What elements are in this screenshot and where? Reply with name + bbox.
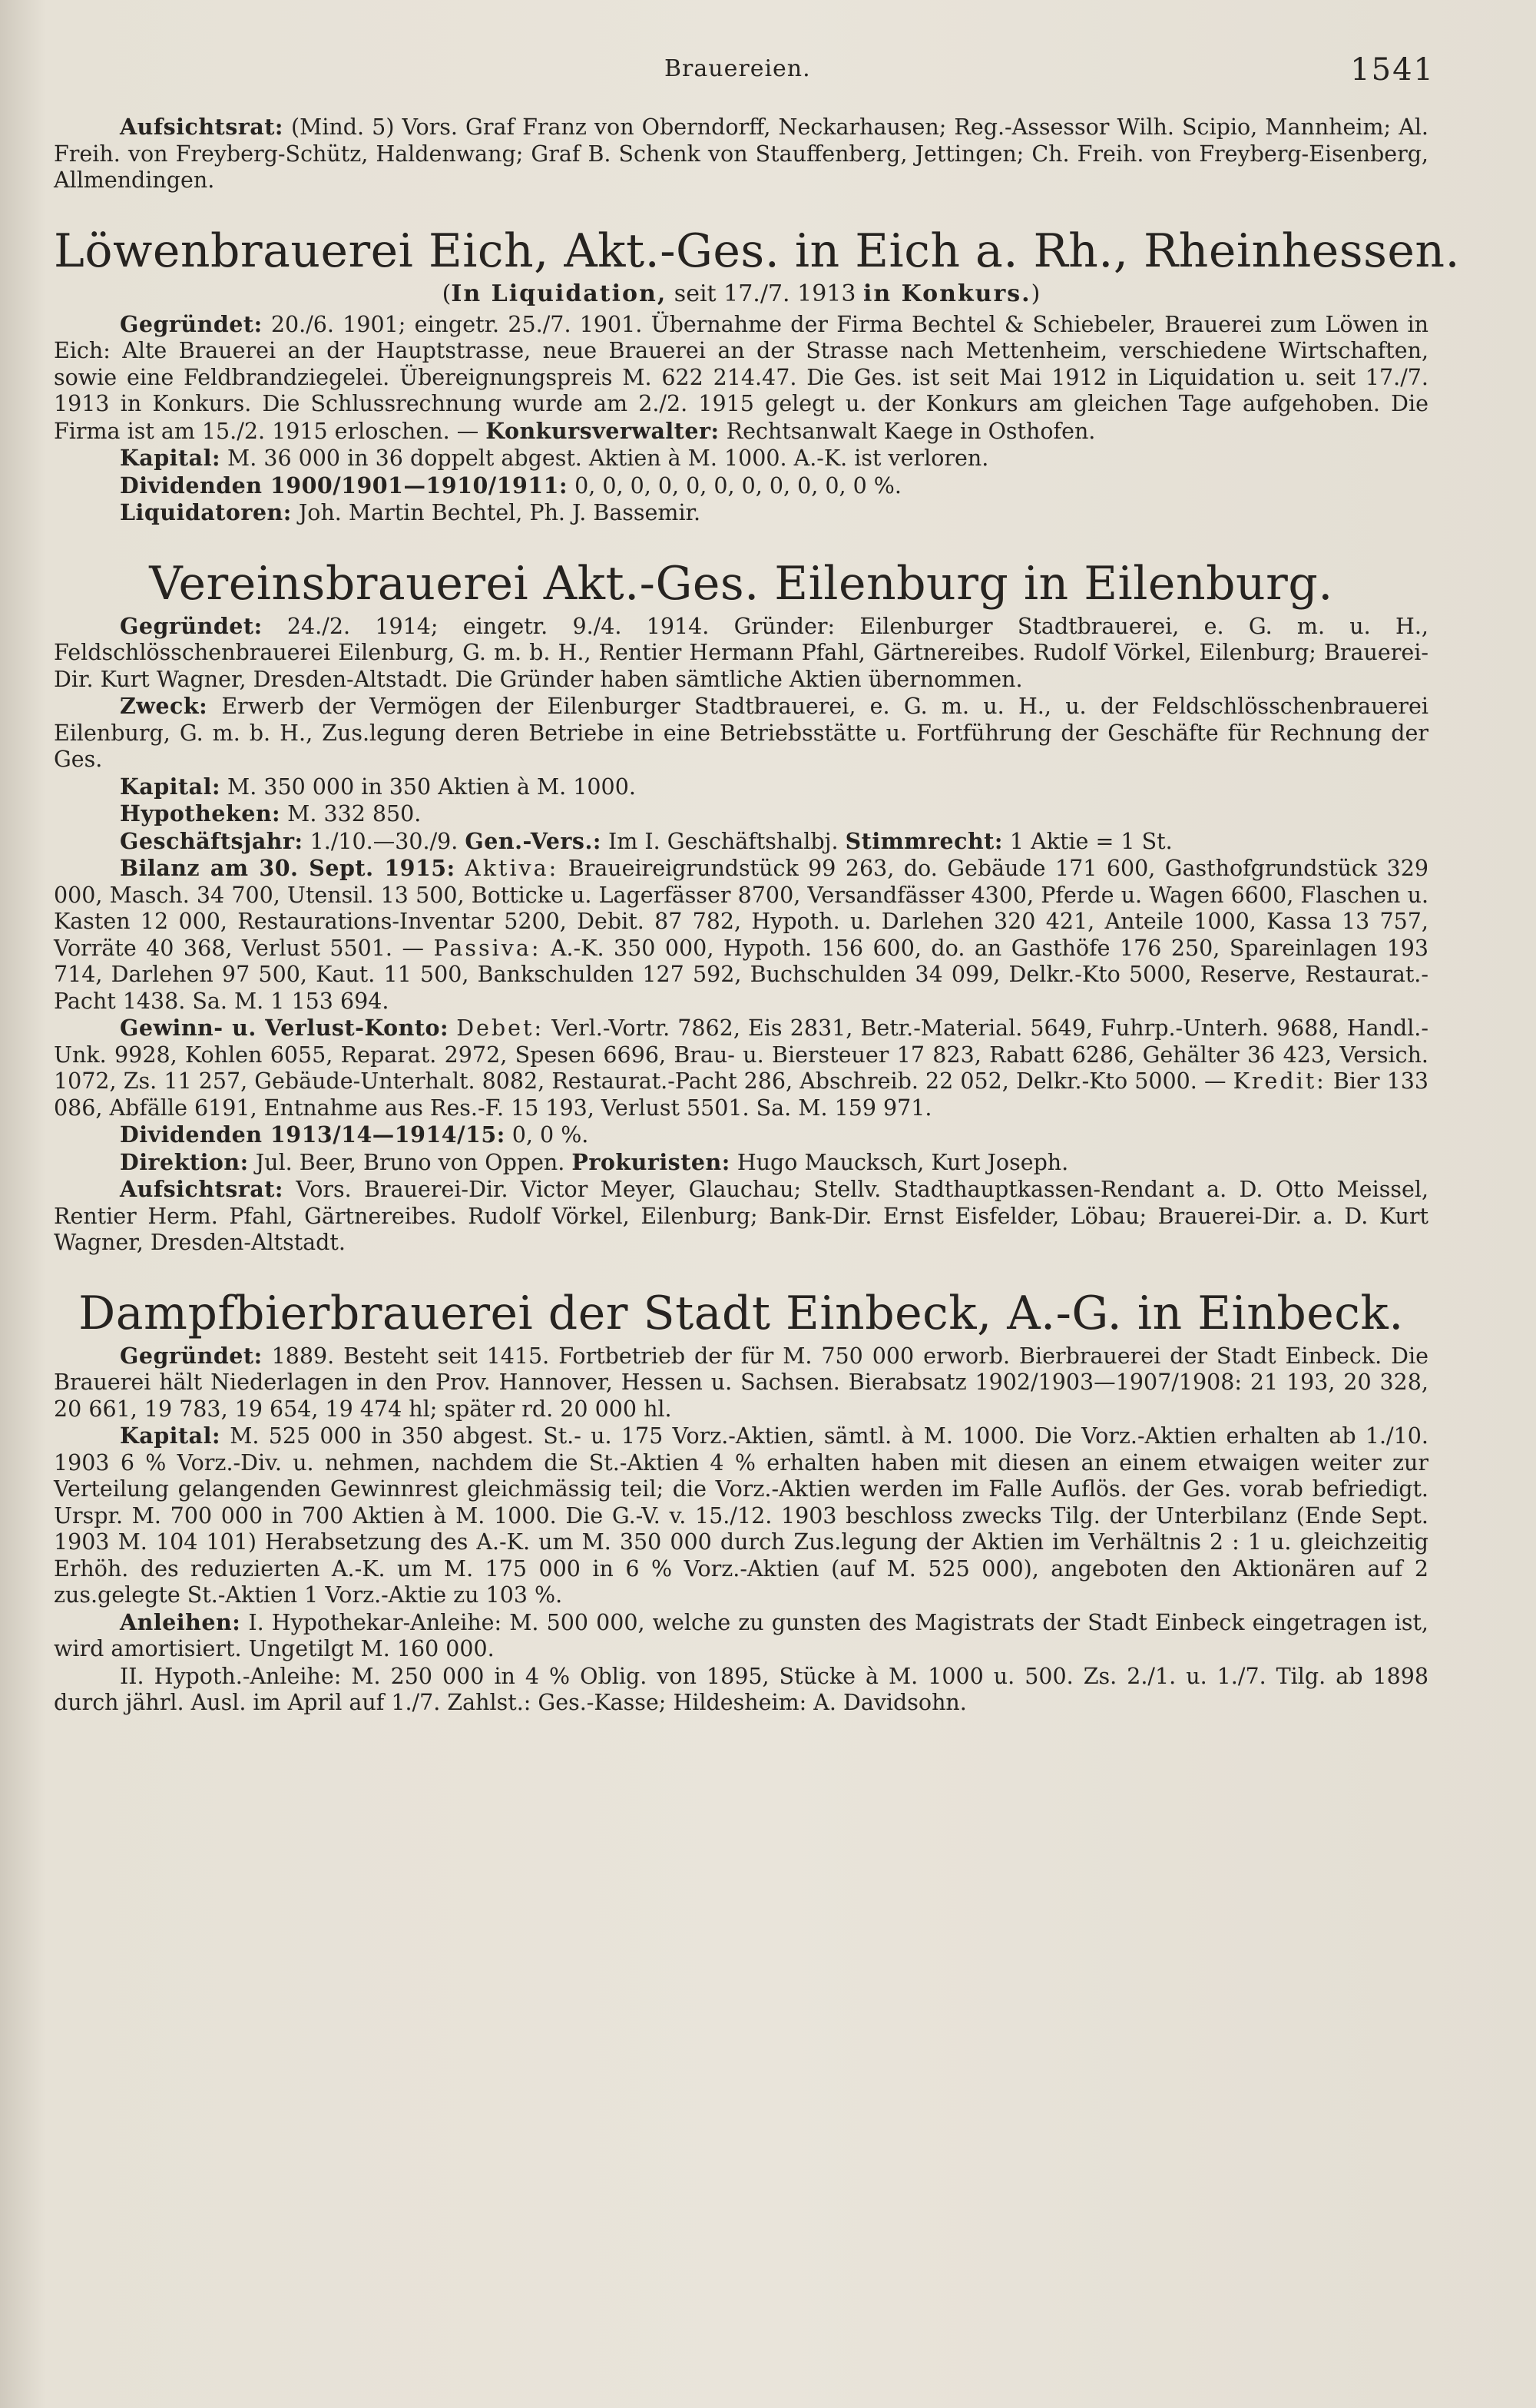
text-bilanz-gap	[455, 856, 465, 881]
text-aktiva: Braueireigrundstück 99 263, do. Gebäude 171 600, Gasthofgrundstück 329 000, Masch. 34 700, Utensil. 13 500, Botticke u. Lagerfässer 8700, Versandfässer 4300, Pferde u. Wagen 6600, Flaschen u. Kasten 12 000, Restaurations-Inventar 5200, Debit. 87 782, Hypoth. u. Darlehen 320 421, Anteile 1000, Kassa 13 757, Vorräte 40 368, Verlust 5501. —	[54, 856, 1429, 961]
liquidation-status	[54, 280, 1428, 308]
company-title-dampfbierbrauerei-einbeck: Dampfbierbrauerei der Stadt Einbeck, A.-G. in Einbeck.	[78, 1286, 1404, 1340]
paragraph-gegruendet	[54, 1343, 1428, 1423]
text-kredit: Bier 133 086, Abfälle 6191, Entnahme aus Res.-F. 15 193, Verlust 5501. Sa. M. 159 971.	[54, 1068, 1428, 1121]
text-konkursverwalter: Rechtsanwalt Kaege in Osthofen.	[719, 418, 1096, 444]
label-gegruendet: Gegründet:	[120, 612, 263, 639]
text-geschaeftsjahr: 1./10.—30./9.	[303, 828, 465, 854]
page-header	[0, 52, 1536, 101]
label-kredit: Kredit:	[1233, 1068, 1326, 1094]
status-liquidation: In Liquidation,	[451, 280, 667, 307]
intro-text: (Mind. 5) Vors. Graf Franz von Oberndorff, Neckarhausen; Reg.-Assessor Wilh. Scipio, Mannheim; Al. Freih. von Freyberg-Schütz, Haldenwang; Graf B. Schenk von Stauffenberg, Jettingen; Ch. Freih. von Freyberg-Eisenberg, Allmendingen.	[54, 114, 1428, 193]
text-dividenden: 0, 0 %.	[505, 1122, 589, 1148]
paragraph-kapital	[54, 1423, 1428, 1609]
text-gen-vers: Im I. Geschäftshalbj.	[601, 828, 846, 854]
text-gv-gap	[449, 1015, 456, 1041]
paragraph-gegruendet	[54, 613, 1428, 694]
paragraph-anleihe-ii	[54, 1663, 1428, 1717]
label-zweck: Zweck:	[120, 693, 208, 719]
label-gegruendet: Gegründet:	[120, 1342, 263, 1369]
text-debet: Verl.-Vortr. 7862, Eis 2831, Betr.-Material. 5649, Fuhrp.-Unterh. 9688, Handl.-Unk. 9928, Kohlen 6055, Reparat. 2972, Spesen 6696, Brau- u. Biersteuer 17 823, Rabatt 6286, Gehälter 36 423, Versich. 1072, Zs. 11 257, Gebäude-Unterhalt. 8082, Restaurat.-Pacht 286, Abschreib. 22 052, Delkr.-Kto 5000. —	[54, 1015, 1428, 1094]
text-kapital: M. 350 000 in 350 Aktien à M. 1000.	[220, 773, 636, 800]
label-kapital: Kapital:	[120, 773, 220, 800]
text-liquidatoren: Joh. Martin Bechtel, Ph. J. Bassemir.	[291, 500, 701, 525]
label-stimmrecht: Stimmrecht:	[845, 827, 1003, 854]
label-prokuristen: Prokuristen:	[571, 1148, 730, 1175]
status-post: )	[1031, 280, 1041, 307]
status-pre: (	[442, 280, 452, 307]
paragraph-direktion	[54, 1149, 1428, 1177]
company-title-loewenbrauerei-eich: Löwenbrauerei Eich, Akt.-Ges. in Eich a. Rh., Rheinhessen.	[54, 224, 1461, 278]
paragraph-zweck	[54, 693, 1428, 773]
paragraph-liquidatoren	[54, 499, 1428, 527]
text-dividenden: 0, 0, 0, 0, 0, 0, 0, 0, 0, 0, 0 %.	[568, 472, 902, 498]
paragraph-dividenden	[54, 472, 1428, 500]
label-debet: Debet:	[456, 1015, 545, 1041]
label-gegruendet: Gegründet:	[120, 310, 263, 337]
label-geschaeftsjahr: Geschäftsjahr:	[120, 827, 303, 854]
label-aufsichtsrat: Aufsichtsrat:	[120, 1176, 283, 1202]
label-kapital: Kapital:	[120, 445, 220, 471]
text-anleihen: I. Hypothekar-Anleihe: M. 500 000, welche zu gunsten des Magistrats der Stadt Einbeck eingetragen ist, wird amortisiert. Ungetilgt M. 160 000.	[54, 1609, 1428, 1661]
paragraph-bilanz	[54, 855, 1428, 1015]
paragraph-anleihen	[54, 1609, 1428, 1663]
label-anleihen: Anleihen:	[120, 1608, 241, 1635]
paragraph-gegruendet	[54, 311, 1428, 445]
label-gen-vers: Gen.-Vers.:	[465, 827, 601, 854]
status-mid: seit 17./7. 1913	[667, 280, 863, 307]
label-passiva: Passiva:	[433, 935, 541, 961]
text-kapital: M. 36 000 in 36 doppelt abgest. Aktien à M. 1000. A.-K. ist verloren.	[220, 445, 989, 471]
paragraph-aufsichtsrat	[54, 1176, 1428, 1257]
paragraph-kapital	[54, 445, 1428, 472]
label-hypotheken: Hypotheken:	[120, 800, 281, 826]
text-aufsichtsrat: Vors. Brauerei-Dir. Victor Meyer, Glauchau; Stellv. Stadthauptkassen-Rendant a. D. Otto Meissel, Rentier Herm. Pfahl, Gärtnereibes. Rudolf Vörkel, Eilenburg; Bank-Dir. Ernst Eisfelder, Löbau; Brauerei-Dir. a. D. Kurt Wagner, Dresden-Altstadt.	[54, 1177, 1428, 1255]
text-zweck: Erwerb der Vermögen der Eilenburger Stadtbrauerei, e. G. m. u. H., u. der Feldschlösschenbrauerei Eilenburg, G. m. b. H., Zus.legung deren Betriebe in eine Betriebsstätte u. Fortführung der Geschäfte für Rechnung der Ges.	[54, 694, 1428, 772]
intro-paragraph	[54, 114, 1428, 194]
text-gegruendet: 1889. Besteht seit 1415. Fortbetrieb der für M. 750 000 erworb. Bierbrauerei der Stadt Einbeck. Die Brauerei hält Niederlagen in den Prov. Hannover, Hessen u. Sachsen. Bierabsatz 1902/1903—1907/1908: 21 193, 20 328, 20 661, 19 783, 19 654, 19 474 hl; später rd. 20 000 hl.	[54, 1343, 1428, 1422]
page-body	[54, 114, 1461, 1717]
label-aktiva: Aktiva:	[465, 856, 559, 881]
paragraph-hypotheken	[54, 800, 1428, 828]
paragraph-dividenden	[54, 1121, 1428, 1149]
label-dividenden: Dividenden 1913/14—1914/15:	[120, 1121, 505, 1148]
intro-label: Aufsichtsrat:	[120, 114, 283, 140]
label-direktion: Direktion:	[120, 1148, 249, 1175]
company-title-vereinsbrauerei-eilenburg: Vereinsbrauerei Akt.-Ges. Eilenburg in Eilenburg.	[149, 556, 1333, 611]
text-stimmrecht: 1 Aktie = 1 St.	[1002, 828, 1173, 854]
label-konkursverwalter: Konkursverwalter:	[485, 417, 720, 444]
label-liquidatoren: Liquidatoren:	[120, 499, 292, 525]
text-gegruendet: 20./6. 1901; eingetr. 25./7. 1901. Übernahme der Firma Bechtel & Schiebeler, Brauerei zum Löwen in Eich: Alte Brauerei an der Hauptstrasse, neue Brauerei an der Strasse nach Mettenheim, verschiedene Wirtschaften, sowie eine Feldbrandziegelei. Übereignungspreis M. 622 214.47. Die Ges. ist seit Mai 1912 in Liquidation u. seit 17./7. 1913 in Konkurs. Die Schlussrechnung wurde am 2./2. 1915 gelegt u. der Konkurs am gleichen Tage aufgehoben. Die Firma ist am 15./2. 1915 erloschen. —	[54, 311, 1428, 444]
paragraph-geschaeftsjahr	[54, 828, 1428, 856]
text-passiva: A.-K. 350 000, Hypoth. 156 600, do. an Gasthöfe 176 250, Spareinlagen 193 714, Darlehen 97 500, Kaut. 11 500, Bankschulden 127 592, Buchschulden 34 099, Delkr.-Kto 5000, Reserve, Restaurat.-Pacht 1438. Sa. M. 1 153 694.	[54, 935, 1428, 1014]
paragraph-gewinn-verlust	[54, 1015, 1428, 1121]
label-dividenden: Dividenden 1900/1901—1910/1911:	[120, 472, 568, 498]
text-direktion: Jul. Beer, Bruno von Oppen.	[248, 1149, 572, 1175]
text-gegruendet: 24./2. 1914; eingetr. 9./4. 1914. Gründer: Eilenburger Stadtbrauerei, e. G. m. u. H., Feldschlösschenbrauerei Eilenburg, G. m. b. H., Rentier Hermann Pfahl, Gärtnereibes. Rudolf Vörkel, Eilenburg; Brauerei-Dir. Kurt Wagner, Dresden-Altstadt. Die Gründer haben sämtliche Aktien übernommen.	[54, 613, 1428, 692]
page-number: 1541	[1350, 52, 1435, 88]
running-head: Brauereien.	[664, 55, 811, 82]
text-anleihe-ii: II. Hypoth.-Anleihe: M. 250 000 in 4 % Oblig. von 1895, Stücke à M. 1000 u. 500. Zs. 2./1. u. 1./7. Tilg. ab 1898 durch jährl. Ausl. im April auf 1./7. Zahlst.: Ges.-Kasse; Hildesheim: A. Davidsohn.	[54, 1663, 1428, 1715]
status-konkurs: in Konkurs.	[863, 280, 1031, 307]
label-kapital: Kapital:	[120, 1423, 220, 1449]
label-gewinn-verlust: Gewinn- u. Verlust-Konto:	[120, 1015, 449, 1041]
paragraph-kapital	[54, 773, 1428, 801]
text-prokuristen: Hugo Maucksch, Kurt Joseph.	[730, 1149, 1069, 1175]
label-bilanz: Bilanz am 30. Sept. 1915:	[120, 855, 455, 881]
text-kapital: M. 525 000 in 350 abgest. St.- u. 175 Vorz.-Aktien, sämtl. à M. 1000. Die Vorz.-Aktien erhalten ab 1./10. 1903 6 % Vorz.-Div. u. nehmen, nachdem die St.-Aktien 4 % erhalten haben mit diesen an einem etwaigen weiter zur Verteilung gelangenden Gewinnrest gleichmässig teil; die Vorz.-Aktien werden im Falle Auflös. der Ges. vorab befriedigt. Urspr. M. 700 000 in 700 Aktien à M. 1000. Die G.-V. v. 15./12. 1903 beschloss zwecks Tilg. der Unterbilanz (Ende Sept. 1903 M. 104 101) Herabsetzung des A.-K. um M. 350 000 durch Zus.legung der Aktien im Verhältnis 2 : 1 u. gleichzeitig Erhöh. des reduzierten A.-K. um M. 175 000 in 6 % Vorz.-Aktien (auf M. 525 000), angeboten den Aktionären auf 2 zus.gelegte St.-Aktien 1 Vorz.-Aktie zu 103 %.	[54, 1423, 1428, 1608]
text-hypotheken: M. 332 850.	[280, 801, 422, 826]
